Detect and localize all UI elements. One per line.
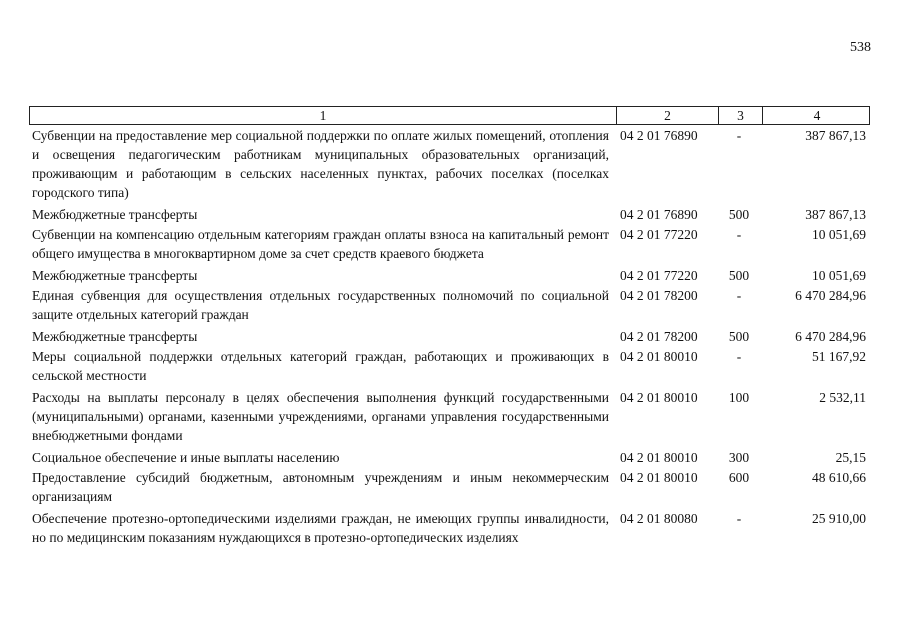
- row-amount: 48 610,66: [812, 470, 866, 485]
- row-amount: 10 051,69: [812, 227, 866, 242]
- row-code: 04 2 01 77220: [620, 227, 698, 242]
- header-col-2: 2: [616, 107, 718, 124]
- row-amount: 2 532,11: [819, 390, 866, 405]
- row-type: 300: [728, 450, 750, 465]
- row-type: 500: [728, 268, 750, 283]
- header-col-3: 3: [718, 107, 762, 124]
- table-body: [29, 126, 870, 548]
- row-type: -: [736, 349, 742, 364]
- row-amount: 6 470 284,96: [795, 329, 866, 344]
- row-type: 500: [728, 207, 750, 222]
- row-type: 600: [728, 470, 750, 485]
- row-amount: 387 867,13: [805, 128, 866, 143]
- row-name: Меры социальной поддержки отдельных категорий граждан, работающих и проживающих в сельской местности: [32, 349, 609, 383]
- row-code: 04 2 01 76890: [620, 128, 698, 143]
- row-type: -: [736, 128, 742, 143]
- row-name: Предоставление субсидий бюджетным, автономным учреждениям и иным некоммерческим организациям: [32, 470, 609, 504]
- row-type: -: [736, 227, 742, 242]
- row-name: Субвенции на предоставление мер социальной поддержки по оплате жилых помещений, отопления и освещения педагогическим работникам муниципальных образовательных организаций, проживающим и работающим в сельских населенных пунктах, рабочих поселках (поселках городского типа): [32, 128, 609, 200]
- row-code: 04 2 01 76890: [620, 207, 698, 222]
- row-amount: 51 167,92: [812, 349, 866, 364]
- row-code: 04 2 01 80080: [620, 511, 698, 526]
- row-type: -: [736, 511, 742, 526]
- row-code: 04 2 01 80010: [620, 470, 698, 485]
- table-row: [29, 286, 870, 324]
- row-amount: 6 470 284,96: [795, 288, 866, 303]
- table-row: [29, 448, 870, 467]
- row-code: 04 2 01 80010: [620, 450, 698, 465]
- row-type: -: [736, 288, 742, 303]
- table-row: [29, 225, 870, 263]
- row-code: 04 2 01 80010: [620, 390, 698, 405]
- row-code: 04 2 01 78200: [620, 288, 698, 303]
- row-name: Субвенции на компенсацию отдельным категориям граждан оплаты взноса на капитальный ремонт общего имущества в многоквартирном доме за счет средств краевого бюджета: [32, 227, 609, 261]
- table-header: [29, 106, 870, 125]
- table-row: [29, 468, 870, 506]
- page-number: 538: [850, 40, 871, 55]
- row-name: Расходы на выплаты персоналу в целях обеспечения выполнения функций государственными (муниципальными) органами, казенными учреждениями, органами управления государственными внебюджетными фондами: [32, 390, 609, 443]
- table-row: [29, 327, 870, 346]
- row-name: Обеспечение протезно-ортопедическими изделиями граждан, не имеющих группы инвалидности, но по медицинским показаниям нуждающихся в протезно-ортопедических изделиях: [32, 511, 609, 545]
- row-amount: 10 051,69: [812, 268, 866, 283]
- table-row: [29, 126, 870, 202]
- row-amount: 25,15: [835, 450, 866, 465]
- row-name: Социальное обеспечение и иные выплаты населению: [32, 450, 340, 465]
- row-code: 04 2 01 80010: [620, 349, 698, 364]
- row-type: 500: [728, 329, 750, 344]
- table-row: [29, 347, 870, 385]
- row-code: 04 2 01 77220: [620, 268, 698, 283]
- header-col-1: 1: [319, 108, 327, 123]
- row-type: 100: [728, 390, 750, 405]
- row-name: Межбюджетные трансферты: [32, 329, 198, 344]
- row-amount: 25 910,00: [812, 511, 866, 526]
- table-row: [29, 388, 870, 445]
- row-amount: 387 867,13: [805, 207, 866, 222]
- table-row: [29, 266, 870, 285]
- row-name: Единая субвенция для осуществления отдельных государственных полномочий по социальной защите отдельных категорий граждан: [32, 288, 609, 322]
- row-name: Межбюджетные трансферты: [32, 207, 198, 222]
- table-row: [29, 205, 870, 224]
- header-col-4: 4: [762, 107, 871, 124]
- table-row: [29, 509, 870, 547]
- row-code: 04 2 01 78200: [620, 329, 698, 344]
- row-name: Межбюджетные трансферты: [32, 268, 198, 283]
